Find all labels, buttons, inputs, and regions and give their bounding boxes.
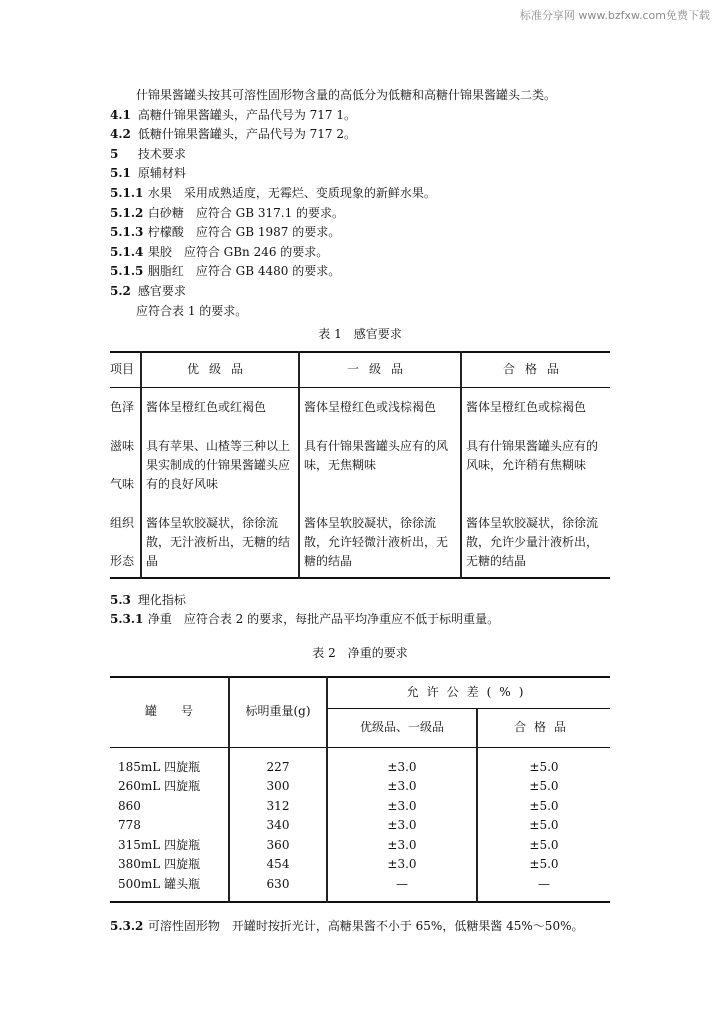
clause-5-3 bbox=[110, 591, 610, 611]
clause-text: 原辅材料 bbox=[137, 166, 186, 181]
clause-5-2 bbox=[110, 282, 610, 302]
row-item-line: 滋味 bbox=[110, 438, 135, 453]
table-row bbox=[110, 875, 610, 902]
clause-text: 感官要求 bbox=[137, 283, 186, 298]
clause-text: 可溶性固形物 开罐时按折光计，高糖果酱不小于 65%，低糖果酱 45%～50%。 bbox=[147, 918, 584, 933]
header-qualified: 合格品 bbox=[461, 352, 610, 388]
clause-4-1 bbox=[110, 106, 610, 126]
table-row bbox=[110, 431, 610, 502]
header-tolerance-label: 允许公差(%) bbox=[406, 684, 532, 699]
table-row bbox=[110, 855, 610, 875]
row-item-line: 形态 bbox=[110, 553, 135, 568]
clause-number: 5.1.2 bbox=[110, 205, 144, 220]
header-premium-first: 优级品、一级品 bbox=[327, 708, 477, 747]
net-weight-table bbox=[110, 676, 610, 903]
table-cell: 具有什锦果酱罐头应有的风味，无焦糊味 bbox=[299, 431, 461, 502]
table-header-row bbox=[110, 677, 610, 709]
clause-number: 5.1.4 bbox=[110, 244, 144, 259]
cell-can: 380mL 四旋瓶 bbox=[118, 857, 201, 872]
clause-4-2 bbox=[110, 125, 610, 145]
cell-can: 315mL 四旋瓶 bbox=[118, 837, 201, 852]
table1-reference: 应符合表 1 的要求。 bbox=[136, 303, 248, 318]
cell-tol1: ±3.0 bbox=[327, 836, 477, 856]
clause-text: 果胶 应符合 GBn 246 的要求。 bbox=[147, 244, 329, 259]
table-row bbox=[110, 387, 610, 431]
table1-caption: 表 1 感官要求 bbox=[318, 327, 402, 342]
header-can-number: 罐 号 bbox=[144, 704, 193, 719]
table-cell: 具有苹果、山楂等三种以上果实制成的什锦果酱罐头应有的良好风味 bbox=[141, 431, 299, 502]
cell-weight: 454 bbox=[229, 855, 327, 875]
row-item-line: 气味 bbox=[110, 476, 135, 491]
table-cell: 酱体呈橙红色或红褐色 bbox=[141, 387, 299, 431]
header-item: 项目 bbox=[110, 362, 135, 377]
cell-tol1: ±3.0 bbox=[327, 816, 477, 836]
clause-number: 4.2 bbox=[110, 127, 131, 142]
table-row bbox=[110, 747, 610, 777]
table-row bbox=[110, 502, 610, 578]
table-row bbox=[110, 797, 610, 817]
document-page bbox=[110, 86, 610, 936]
cell-weight: 312 bbox=[229, 797, 327, 817]
header-qualified bbox=[477, 708, 610, 747]
clause-text: 高糖什锦果酱罐头，产品代号为 717 1。 bbox=[137, 107, 356, 122]
clause-text: 胭脂红 应符合 GB 4480 的要求。 bbox=[147, 264, 341, 279]
clause-text: 水果 采用成熟适度，无霉烂、变质现象的新鲜水果。 bbox=[147, 185, 436, 200]
clause-5-1 bbox=[110, 164, 610, 184]
table-header-row bbox=[110, 352, 610, 388]
cell-tol2: — bbox=[477, 875, 610, 902]
clause-5-1-1 bbox=[110, 184, 610, 204]
clause-text: 白砂糖 应符合 GB 317.1 的要求。 bbox=[147, 205, 345, 220]
table-cell: 酱体呈软胶凝状，徐徐流散，允许轻微汁液析出，无糖的结晶 bbox=[299, 502, 461, 578]
table-row bbox=[110, 816, 610, 836]
clause-5 bbox=[110, 145, 610, 165]
clause-number: 5.3 bbox=[110, 592, 131, 607]
header-premium: 优级品 bbox=[141, 352, 299, 388]
clause-text: 柠檬酸 应符合 GB 1987 的要求。 bbox=[147, 225, 341, 240]
clause-text: 低糖什锦果酱罐头，产品代号为 717 2。 bbox=[137, 127, 356, 142]
row-item bbox=[110, 502, 141, 578]
clause-5-1-3 bbox=[110, 223, 610, 243]
watermark: 标准分享网 www.bzfxw.com免费下载 bbox=[519, 9, 710, 22]
row-item: 色泽 bbox=[110, 399, 135, 414]
row-item bbox=[110, 431, 141, 502]
cell-weight: 630 bbox=[229, 875, 327, 902]
cell-weight: 340 bbox=[229, 816, 327, 836]
cell-tol2: ±5.0 bbox=[477, 777, 610, 797]
clause-number: 5.2 bbox=[110, 283, 131, 298]
clause-5-3-2 bbox=[110, 917, 610, 937]
clause-text: 净重 应符合表 2 的要求，每批产品平均净重应不低于标明重量。 bbox=[147, 612, 500, 627]
table-cell: 酱体呈软胶凝状，徐徐流散，无汁液析出，无糖的结晶 bbox=[141, 502, 299, 578]
cell-tol2: ±5.0 bbox=[477, 747, 610, 777]
header-first-grade: 一级品 bbox=[299, 352, 461, 388]
cell-tol1: — bbox=[327, 875, 477, 902]
intro-paragraph: 什锦果酱罐头按其可溶性固形物含量的高低分为低糖和高糖什锦果酱罐头二类。 bbox=[136, 88, 557, 102]
cell-can: 778 bbox=[118, 818, 141, 833]
clause-5-1-4 bbox=[110, 243, 610, 263]
table-cell: 酱体呈橙红色或浅棕褐色 bbox=[299, 387, 461, 431]
clause-number: 5.3.1 bbox=[110, 612, 144, 627]
clause-text: 技术要求 bbox=[137, 146, 186, 161]
clause-number: 5.1.3 bbox=[110, 225, 144, 240]
cell-tol2: ±5.0 bbox=[477, 797, 610, 817]
cell-tol2: ±5.0 bbox=[477, 816, 610, 836]
clause-number: 5.1 bbox=[110, 166, 131, 181]
table-row bbox=[110, 777, 610, 797]
cell-weight: 227 bbox=[229, 747, 327, 777]
cell-can: 185mL 四旋瓶 bbox=[118, 759, 201, 774]
clause-text: 理化指标 bbox=[137, 592, 186, 607]
header-qualified-label: 合格品 bbox=[513, 719, 574, 734]
table2-caption: 表 2 净重的要求 bbox=[312, 645, 408, 660]
cell-can: 500mL 罐头瓶 bbox=[118, 877, 201, 892]
cell-tol1: ±3.0 bbox=[327, 855, 477, 875]
clause-5-1-5 bbox=[110, 262, 610, 282]
header-tolerance bbox=[327, 677, 610, 709]
cell-weight: 300 bbox=[229, 777, 327, 797]
clause-number: 5.1.1 bbox=[110, 185, 144, 200]
clause-number: 5 bbox=[110, 146, 119, 161]
sensory-requirements-table bbox=[110, 351, 610, 579]
cell-tol1: ±3.0 bbox=[327, 777, 477, 797]
table-cell: 酱体呈橙红色或棕褐色 bbox=[461, 387, 610, 431]
clause-number: 5.3.2 bbox=[110, 918, 144, 933]
clause-number: 4.1 bbox=[110, 107, 131, 122]
clause-5-1-2 bbox=[110, 204, 610, 224]
table-row bbox=[110, 836, 610, 856]
cell-can: 860 bbox=[118, 798, 141, 813]
cell-weight: 360 bbox=[229, 836, 327, 856]
cell-can: 260mL 四旋瓶 bbox=[118, 779, 201, 794]
cell-tol1: ±3.0 bbox=[327, 747, 477, 777]
cell-tol2: ±5.0 bbox=[477, 836, 610, 856]
table-cell: 具有什锦果酱罐头应有的风味，允许稍有焦糊味 bbox=[461, 431, 610, 502]
clause-number: 5.1.5 bbox=[110, 264, 144, 279]
table-cell: 酱体呈软胶凝状，徐徐流散，允许少量汁液析出，无糖的结晶 bbox=[461, 502, 610, 578]
header-labeled-weight: 标明重量(g) bbox=[229, 677, 327, 748]
clause-5-3-1 bbox=[110, 610, 610, 630]
cell-tol1: ±3.0 bbox=[327, 797, 477, 817]
row-item-line: 组织 bbox=[110, 515, 135, 530]
cell-tol2: ±5.0 bbox=[477, 855, 610, 875]
